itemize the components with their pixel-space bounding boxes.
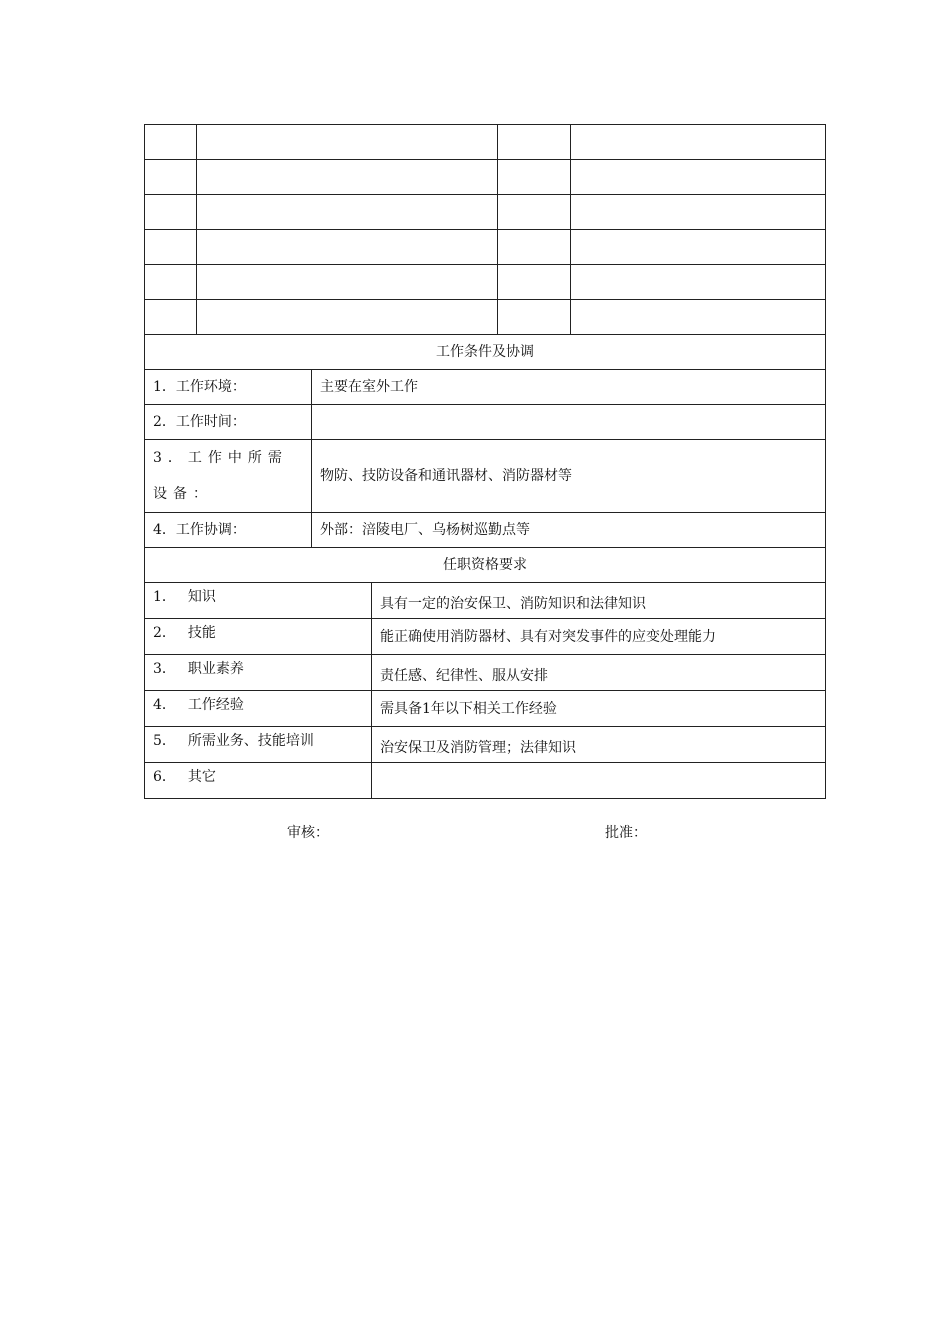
blank-grid-table [144,124,826,335]
qualification-value: 治安保卫及消防管理；法律知识 [372,727,826,763]
qualification-label-cell [145,763,372,799]
blank-cell [145,300,197,335]
blank-cell [498,300,571,335]
qualification-number: 6． [153,769,176,785]
qualification-row-experience [145,691,826,727]
blank-cell [197,195,498,230]
qualification-number: 5． [153,733,176,749]
qualification-label-cell [145,655,372,691]
job-description-sheet [144,124,825,799]
qualification-value [372,763,826,799]
work-condition-label: 3．工作中所需设备： [145,440,312,513]
qualification-value: 能正确使用消防器材、具有对突发事件的应变处理能力 [372,619,826,655]
work-condition-label: 4．工作协调： [145,513,312,548]
qualification-row-training [145,727,826,763]
qualification-label: 工作经验 [187,697,244,713]
blank-grid-row [145,125,826,160]
work-condition-row-equipment [145,440,826,513]
blank-cell [571,230,826,265]
qualification-label: 技能 [187,625,216,641]
qualification-row-other [145,763,826,799]
work-condition-label: 1．工作环境： [145,370,312,405]
work-condition-value: 外部：涪陵电厂、乌杨树巡勤点等 [312,513,826,548]
blank-cell [197,125,498,160]
blank-cell [498,265,571,300]
qualification-row-skills [145,619,826,655]
blank-cell [571,160,826,195]
work-condition-row-time [145,405,826,440]
approve-signature-label: 批准： [605,825,647,841]
blank-cell [571,195,826,230]
blank-cell [571,125,826,160]
blank-grid-row [145,160,826,195]
work-condition-row-environment [145,370,826,405]
blank-cell [498,195,571,230]
qualification-label-cell [145,691,372,727]
work-condition-row-coordination [145,513,826,548]
blank-grid-row [145,230,826,265]
work-condition-label: 2．工作时间： [145,405,312,440]
qualifications-table [144,547,826,799]
qualification-row-professionalism [145,655,826,691]
qualification-label-cell [145,619,372,655]
qualification-label-cell [145,583,372,619]
qualification-value: 责任感、纪律性、服从安排 [372,655,826,691]
qualification-label: 所需业务、技能培训 [187,733,314,749]
qualification-label: 知识 [187,589,216,605]
qualification-label: 其它 [187,769,216,785]
qualification-value: 具有一定的治安保卫、消防知识和法律知识 [372,583,826,619]
qualifications-heading-row [145,548,826,583]
qualification-label-cell [145,727,372,763]
qualifications-heading: 任职资格要求 [145,548,826,583]
blank-grid-row [145,300,826,335]
qualification-value: 需具备1年以下相关工作经验 [372,691,826,727]
blank-grid-row [145,195,826,230]
work-condition-value: 物防、技防设备和通讯器材、消防器材等 [312,440,826,513]
blank-cell [498,160,571,195]
blank-grid-row [145,265,826,300]
work-conditions-heading-row [145,335,826,370]
blank-cell [145,265,197,300]
blank-cell [498,230,571,265]
work-conditions-heading: 工作条件及协调 [145,335,826,370]
qualification-number: 1． [153,589,176,605]
blank-cell [145,230,197,265]
blank-cell [145,160,197,195]
blank-cell [571,300,826,335]
blank-cell [145,195,197,230]
qualification-label: 职业素养 [187,661,244,677]
blank-cell [197,230,498,265]
blank-cell [197,160,498,195]
qualification-row-knowledge [145,583,826,619]
work-conditions-table [144,334,826,548]
qualification-number: 3． [153,661,176,677]
qualification-number: 4． [153,697,176,713]
blank-cell [197,300,498,335]
blank-cell [197,265,498,300]
blank-cell [571,265,826,300]
qualification-number: 2． [153,625,176,641]
blank-cell [498,125,571,160]
work-condition-value: 主要在室外工作 [312,370,826,405]
blank-cell [145,125,197,160]
review-signature-label: 审核： [287,825,329,841]
work-condition-value [312,405,826,440]
